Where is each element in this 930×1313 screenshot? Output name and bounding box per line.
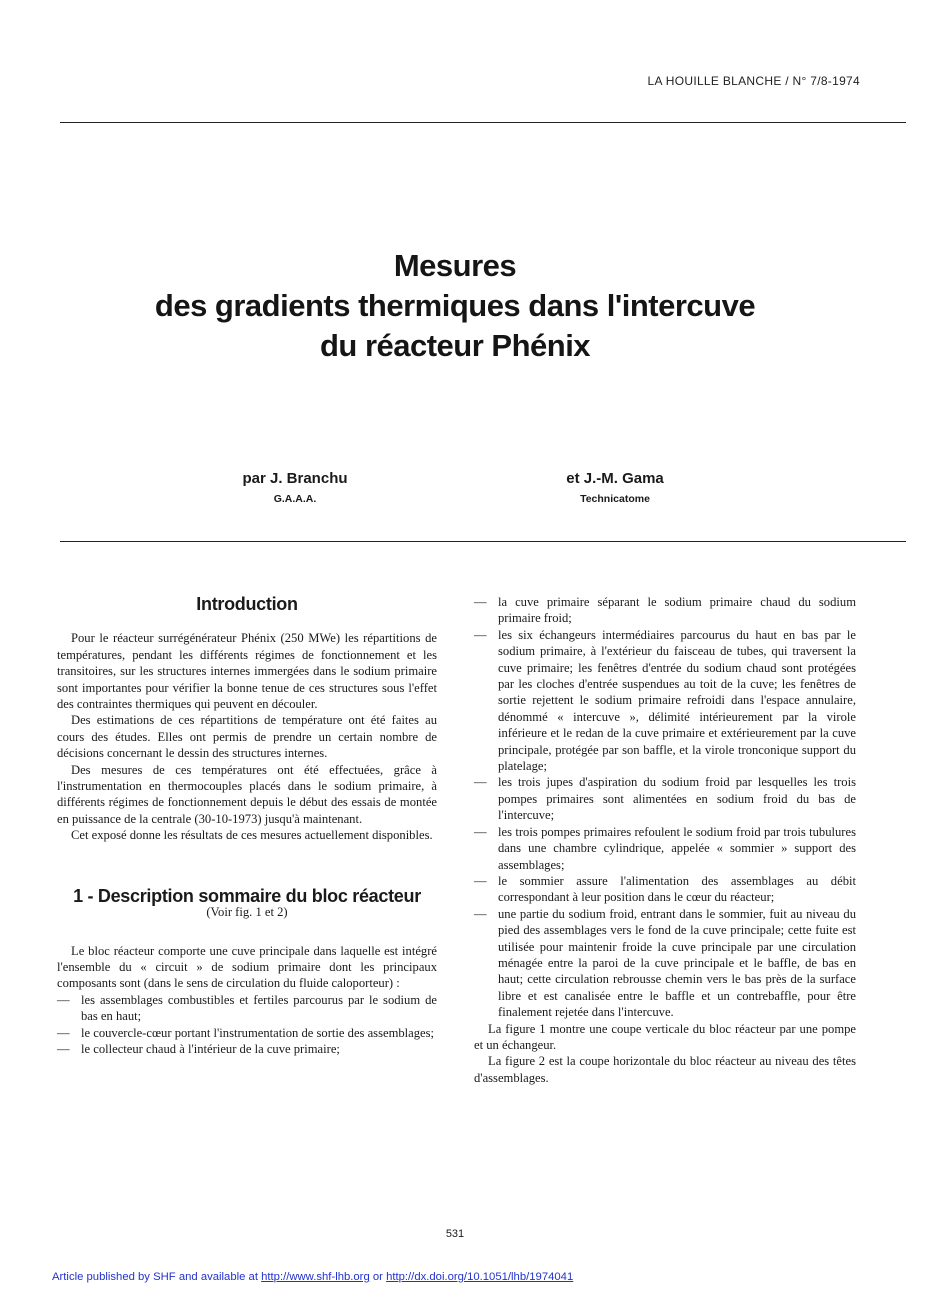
component-list-right bbox=[474, 594, 856, 1021]
article-title bbox=[100, 246, 810, 366]
list-item: — le couvercle-cœur portant l'instrumentation de sortie des assemblages; bbox=[57, 1025, 437, 1041]
figure-paragraph: La figure 1 montre une coupe verticale du bloc réacteur par une pompe et un échangeur. bbox=[474, 1021, 856, 1052]
section-1-subheading: (Voir fig. 1 et 2) bbox=[206, 905, 288, 920]
component-list-left bbox=[57, 992, 437, 1058]
intro-paragraph: Des mesures de ces températures ont été effectuées, grâce à l'instrumentation en thermocouples placés dans le sodium primaire, à différents régimes de fonctionnement depuis le début des essais de montée en puissance de la centrale (30-10-1973) jusqu'à maintenant. bbox=[57, 762, 437, 826]
author-2 bbox=[540, 470, 690, 505]
left-column bbox=[57, 592, 437, 1057]
author-2-name: et J.-M. Gama bbox=[566, 470, 664, 487]
author-1-name: par J. Branchu bbox=[242, 470, 348, 487]
title-line-1: Mesures bbox=[393, 248, 517, 283]
title-line-3: du réacteur Phénix bbox=[319, 328, 591, 363]
page-number: 531 bbox=[445, 1228, 465, 1240]
list-item: — une partie du sodium froid, entrant dans le sommier, fuit au niveau du pied des assemblages vers le fond de la cuve principale; cette fuite est utilisée pour maintenir froide la cuve principale par une circulation ménagée entre la paroi de la cuve principale et le baffle, de bas en haut; cette circulation rebrousse chemin vers le bas près de la surface libre et est canalisée entre le baffle et un contrebaffle, pour être finalement rejetée dans l'intercuve. bbox=[474, 906, 856, 1021]
intro-paragraph: Pour le réacteur surrégénérateur Phénix (250 MWe) les répartitions de températures, pendant les différents régimes de fonctionnement et les transitoires, sur les structures internes immergées dans le sodium primaire sont importantes pour vérifier la bonne tenue de ces structures sous l'effet des contraintes thermiques qui peuvent en découler. bbox=[57, 631, 437, 712]
author-1 bbox=[220, 470, 370, 505]
section-1-paragraph: Le bloc réacteur comporte une cuve principale dans laquelle est intégré l'ensemble du « circuit » de sodium primaire dont les principaux composants sont (dans le sens de circulation du fluide caloporteur) : bbox=[57, 943, 437, 991]
intro-paragraph: Des estimations de ces répartitions de température ont été faites au cours des études. Elles ont permis de prendre un certain nombre de décisions concernant le dessin des structures internes. bbox=[57, 713, 437, 761]
right-column bbox=[474, 594, 856, 1086]
list-item: — les assemblages combustibles et fertiles parcourus par le sodium de bas en haut; bbox=[57, 992, 437, 1025]
intro-paragraph: Cet exposé donne les résultats de ces mesures actuellement disponibles. bbox=[71, 828, 433, 843]
list-item: — les six échangeurs intermédiaires parcourus du haut en bas par le sodium primaire, à l'extérieur du faisceau de tubes, qui traversent la cuve primaire; les fenêtres d'entrée du sodium chaud sont protégées par les cloches d'entrée suspendues au toit de la cuve; les fenêtres de sortie rejettent le sodium primaire refroidi dans l'espace annulaire, dénommé « intercuve », délimité intérieurement par la virole inférieure et le redan de la cuve primaire et extérieurement par la cuve principale, protégée par son baffle, et la virole tronconique support du platelage; bbox=[474, 627, 856, 775]
journal-header: LA HOUILLE BLANCHE / N° 7/8-1974 bbox=[647, 74, 860, 88]
introduction-heading: Introduction bbox=[196, 594, 298, 614]
shf-link[interactable]: http://www.shf-lhb.org bbox=[261, 1271, 370, 1283]
figure-paragraph: La figure 2 est la coupe horizontale du bloc réacteur au niveau des têtes d'assemblages. bbox=[474, 1054, 856, 1085]
footer-prefix: Article published by SHF and available at bbox=[52, 1271, 262, 1283]
footer-middle: or bbox=[369, 1271, 387, 1283]
list-item: — le collecteur chaud à l'intérieur de la cuve primaire; bbox=[57, 1041, 437, 1057]
author-1-affiliation: G.A.A.A. bbox=[273, 493, 317, 505]
top-rule bbox=[60, 122, 906, 123]
list-item: — la cuve primaire séparant le sodium primaire chaud du sodium primaire froid; bbox=[474, 594, 856, 627]
section-1-heading: 1 - Description sommaire du bloc réacteur bbox=[73, 885, 421, 906]
list-item: — les trois pompes primaires refoulent le sodium froid par trois tubulures dans une chambre cylindrique, appelée « sommier » support des assemblages; bbox=[474, 824, 856, 873]
doi-link[interactable]: http://dx.doi.org/10.1051/lhb/1974041 bbox=[386, 1271, 574, 1283]
list-item: — le sommier assure l'alimentation des assemblages au débit correspondant à leur position dans le cœur du réacteur; bbox=[474, 873, 856, 906]
section-rule bbox=[60, 541, 906, 542]
author-2-affiliation: Technicatome bbox=[580, 493, 650, 505]
title-line-2: des gradients thermiques dans l'intercuve bbox=[154, 288, 756, 323]
footer-citation bbox=[52, 1271, 872, 1283]
list-item: — les trois jupes d'aspiration du sodium froid par lesquelles les trois pompes primaires sont alimentées en sodium froid du bas de l'intercuve; bbox=[474, 774, 856, 823]
